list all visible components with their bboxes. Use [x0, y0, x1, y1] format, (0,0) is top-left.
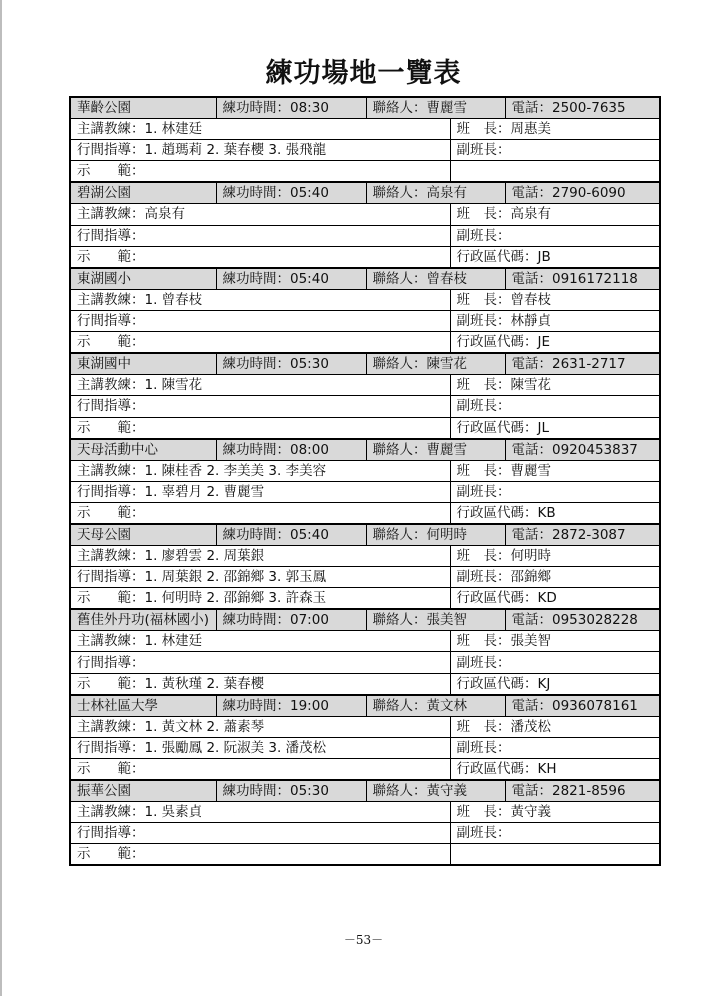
site-detail-row [70, 460, 660, 481]
vice-class-leader: 副班長： [450, 140, 660, 161]
vice-class-leader: 副班長： [450, 823, 660, 844]
contact-person: 聯絡人：高泉有 [366, 182, 505, 204]
practice-time: 練功時間：08:00 [216, 439, 366, 461]
site-detail-row [70, 673, 660, 695]
phone-number: 電話：0953028228 [505, 609, 660, 631]
site-detail-row [70, 161, 660, 183]
site-detail-row [70, 140, 660, 161]
practice-time: 練功時間：05:40 [216, 182, 366, 204]
district-code: 行政區代碼：JL [450, 417, 660, 439]
head-coach: 主講教練：1. 陳桂香 2. 李美美 3. 李美容 [70, 460, 450, 481]
head-coach: 主講教練：1. 廖碧雲 2. 周葉銀 [70, 545, 450, 566]
contact-person: 聯絡人：何明時 [366, 524, 505, 546]
contact-person: 聯絡人：曹麗雪 [366, 97, 505, 119]
demonstrators: 示 範： [70, 246, 450, 268]
district-code: 行政區代碼：JB [450, 246, 660, 268]
site-header-row [70, 780, 660, 802]
site-detail-row [70, 844, 660, 866]
site-detail-row [70, 417, 660, 439]
site-header-row [70, 353, 660, 375]
class-leader: 班 長：張美智 [450, 631, 660, 652]
site-detail-row [70, 246, 660, 268]
site-header-row [70, 97, 660, 119]
phone-number: 電話：2872-3087 [505, 524, 660, 546]
demonstrators: 示 範： [70, 844, 450, 866]
floor-instructors: 行間指導：1. 辜碧月 2. 曹麗雪 [70, 481, 450, 502]
training-sites-table [69, 96, 661, 866]
site-header-row [70, 524, 660, 546]
site-detail-row [70, 396, 660, 417]
site-detail-row [70, 204, 660, 225]
vice-class-leader: 副班長： [450, 737, 660, 758]
floor-instructors: 行間指導： [70, 225, 450, 246]
site-header-row [70, 695, 660, 717]
phone-number: 電話：2631-2717 [505, 353, 660, 375]
site-detail-row [70, 310, 660, 331]
class-leader: 班 長：黃守義 [450, 802, 660, 823]
site-header-row [70, 609, 660, 631]
district-code: 行政區代碼：KB [450, 502, 660, 524]
site-name: 天母公園 [70, 524, 216, 546]
demonstrators: 示 範： [70, 161, 450, 183]
site-detail-row [70, 759, 660, 781]
site-detail-row [70, 716, 660, 737]
page-left-edge [0, 0, 2, 996]
demonstrators: 示 範：1. 何明時 2. 邵錦鄉 3. 許森玉 [70, 588, 450, 610]
site-detail-row [70, 502, 660, 524]
head-coach: 主講教練：1. 林建廷 [70, 631, 450, 652]
phone-number: 電話：0936078161 [505, 695, 660, 717]
site-detail-row [70, 481, 660, 502]
site-name: 天母活動中心 [70, 439, 216, 461]
site-detail-row [70, 631, 660, 652]
vice-class-leader: 副班長：林靜貞 [450, 310, 660, 331]
site-detail-row [70, 289, 660, 310]
district-code [450, 161, 660, 183]
phone-number: 電話：2500-7635 [505, 97, 660, 119]
head-coach: 主講教練：1. 吳素貞 [70, 802, 450, 823]
demonstrators: 示 範： [70, 502, 450, 524]
demonstrators: 示 範：1. 黃秋瑾 2. 葉春櫻 [70, 673, 450, 695]
floor-instructors: 行間指導：1. 周葉銀 2. 邵錦鄉 3. 郭玉鳳 [70, 567, 450, 588]
practice-time: 練功時間：08:30 [216, 97, 366, 119]
floor-instructors: 行間指導：1. 張勵鳳 2. 阮淑美 3. 潘茂松 [70, 737, 450, 758]
site-detail-row [70, 588, 660, 610]
training-sites-body [70, 97, 660, 865]
site-name: 振華公園 [70, 780, 216, 802]
floor-instructors: 行間指導：1. 趙瑪莉 2. 葉春櫻 3. 張飛龍 [70, 140, 450, 161]
contact-person: 聯絡人：黃文林 [366, 695, 505, 717]
demonstrators: 示 範： [70, 417, 450, 439]
site-detail-row [70, 375, 660, 396]
district-code: 行政區代碼：KD [450, 588, 660, 610]
head-coach: 主講教練：高泉有 [70, 204, 450, 225]
page-number: －53－ [343, 933, 384, 947]
contact-person: 聯絡人：曾春枝 [366, 268, 505, 290]
site-header-row [70, 439, 660, 461]
site-detail-row [70, 823, 660, 844]
vice-class-leader: 副班長： [450, 481, 660, 502]
site-detail-row [70, 652, 660, 673]
contact-person: 聯絡人：張美智 [366, 609, 505, 631]
floor-instructors: 行間指導： [70, 652, 450, 673]
head-coach: 主講教練：1. 陳雪花 [70, 375, 450, 396]
phone-number: 電話：0916172118 [505, 268, 660, 290]
practice-time: 練功時間：05:40 [216, 268, 366, 290]
practice-time: 練功時間：07:00 [216, 609, 366, 631]
vice-class-leader: 副班長： [450, 396, 660, 417]
district-code: 行政區代碼：KH [450, 759, 660, 781]
site-header-row [70, 182, 660, 204]
district-code: 行政區代碼：JE [450, 332, 660, 354]
class-leader: 班 長：曾春枝 [450, 289, 660, 310]
vice-class-leader: 副班長：邵錦鄉 [450, 567, 660, 588]
site-detail-row [70, 545, 660, 566]
contact-person: 聯絡人：陳雪花 [366, 353, 505, 375]
site-detail-row [70, 802, 660, 823]
site-name: 東湖國小 [70, 268, 216, 290]
head-coach: 主講教練：1. 曾春枝 [70, 289, 450, 310]
demonstrators: 示 範： [70, 759, 450, 781]
practice-time: 練功時間：05:30 [216, 780, 366, 802]
phone-number: 電話：2790-6090 [505, 182, 660, 204]
site-name: 舊佳外丹功(福林國小) [70, 609, 216, 631]
demonstrators: 示 範： [70, 332, 450, 354]
class-leader: 班 長：高泉有 [450, 204, 660, 225]
site-detail-row [70, 332, 660, 354]
vice-class-leader: 副班長： [450, 225, 660, 246]
class-leader: 班 長：潘茂松 [450, 716, 660, 737]
practice-time: 練功時間：19:00 [216, 695, 366, 717]
vice-class-leader: 副班長： [450, 652, 660, 673]
site-detail-row [70, 119, 660, 140]
phone-number: 電話：2821-8596 [505, 780, 660, 802]
phone-number: 電話：0920453837 [505, 439, 660, 461]
site-name: 碧湖公園 [70, 182, 216, 204]
site-name: 東湖國中 [70, 353, 216, 375]
floor-instructors: 行間指導： [70, 396, 450, 417]
head-coach: 主講教練：1. 黃文林 2. 蕭素琴 [70, 716, 450, 737]
floor-instructors: 行間指導： [70, 823, 450, 844]
practice-time: 練功時間：05:40 [216, 524, 366, 546]
class-leader: 班 長：何明時 [450, 545, 660, 566]
contact-person: 聯絡人：黃守義 [366, 780, 505, 802]
site-detail-row [70, 225, 660, 246]
site-name: 華齡公園 [70, 97, 216, 119]
site-detail-row [70, 567, 660, 588]
district-code: 行政區代碼：KJ [450, 673, 660, 695]
site-name: 士林社區大學 [70, 695, 216, 717]
floor-instructors: 行間指導： [70, 310, 450, 331]
class-leader: 班 長：曹麗雪 [450, 460, 660, 481]
contact-person: 聯絡人：曹麗雪 [366, 439, 505, 461]
site-detail-row [70, 737, 660, 758]
class-leader: 班 長：周惠美 [450, 119, 660, 140]
class-leader: 班 長：陳雪花 [450, 375, 660, 396]
district-code [450, 844, 660, 866]
site-header-row [70, 268, 660, 290]
page-title: 練功場地一覽表 [265, 58, 462, 89]
practice-time: 練功時間：05:30 [216, 353, 366, 375]
head-coach: 主講教練：1. 林建廷 [70, 119, 450, 140]
